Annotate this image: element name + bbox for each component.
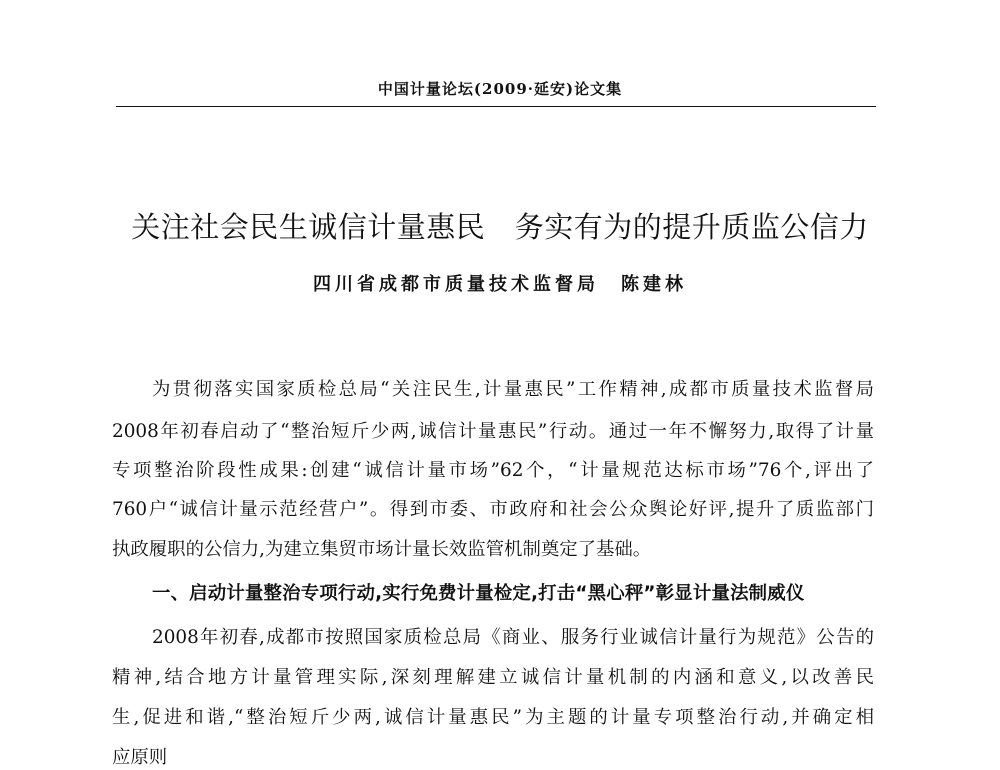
journal-header: 中国计量论坛(2009·延安)论文集 (377, 80, 623, 98)
text-line: 精神,结合地方计量管理实际,深刻理解建立诚信计量机制的内涵和意义,以改善民 (112, 667, 874, 688)
text-line: 为贯彻落实国家质检总局“关注民生,计量惠民”工作精神,成都市质量技术监督局 (152, 379, 874, 400)
text-line: 2008年初春启动了“整治短斤少两,诚信计量惠民”行动。通过一年不懈努力,取得了计量 (112, 421, 874, 442)
author-line: 四川省成都市质量技术监督局 陈建林 (313, 274, 687, 295)
text-line: 2008年初春,成都市按照国家质检总局《商业、服务行业诚信计量行为规范》公告的 (152, 627, 874, 648)
text-line: 专项整治阶段性成果:创建“诚信计量市场”62个，“计量规范达标市场”76个,评出了 (112, 460, 874, 481)
text-line: 执政履职的公信力,为建立集贸市场计量长效监管机制奠定了基础。 (112, 539, 652, 560)
text-line: 生,促进和谐,“整治短斤少两,诚信计量惠民”为主题的计量专项整治行动,并确定相 (112, 707, 874, 728)
text-line: 760户“诚信计量示范经营户”。得到市委、市政府和社会公众舆论好评,提升了质监部门 (112, 499, 874, 520)
article-title: 关注社会民生诚信计量惠民 务实有为的提升质监公信力 (131, 210, 869, 244)
section-heading-1: 一、启动计量整治专项行动,实行免费计量检定,打击“黑心秤”彰显计量法制威仪 (152, 583, 805, 604)
text-line: 应原则 (112, 747, 168, 768)
header-rule (116, 106, 876, 107)
